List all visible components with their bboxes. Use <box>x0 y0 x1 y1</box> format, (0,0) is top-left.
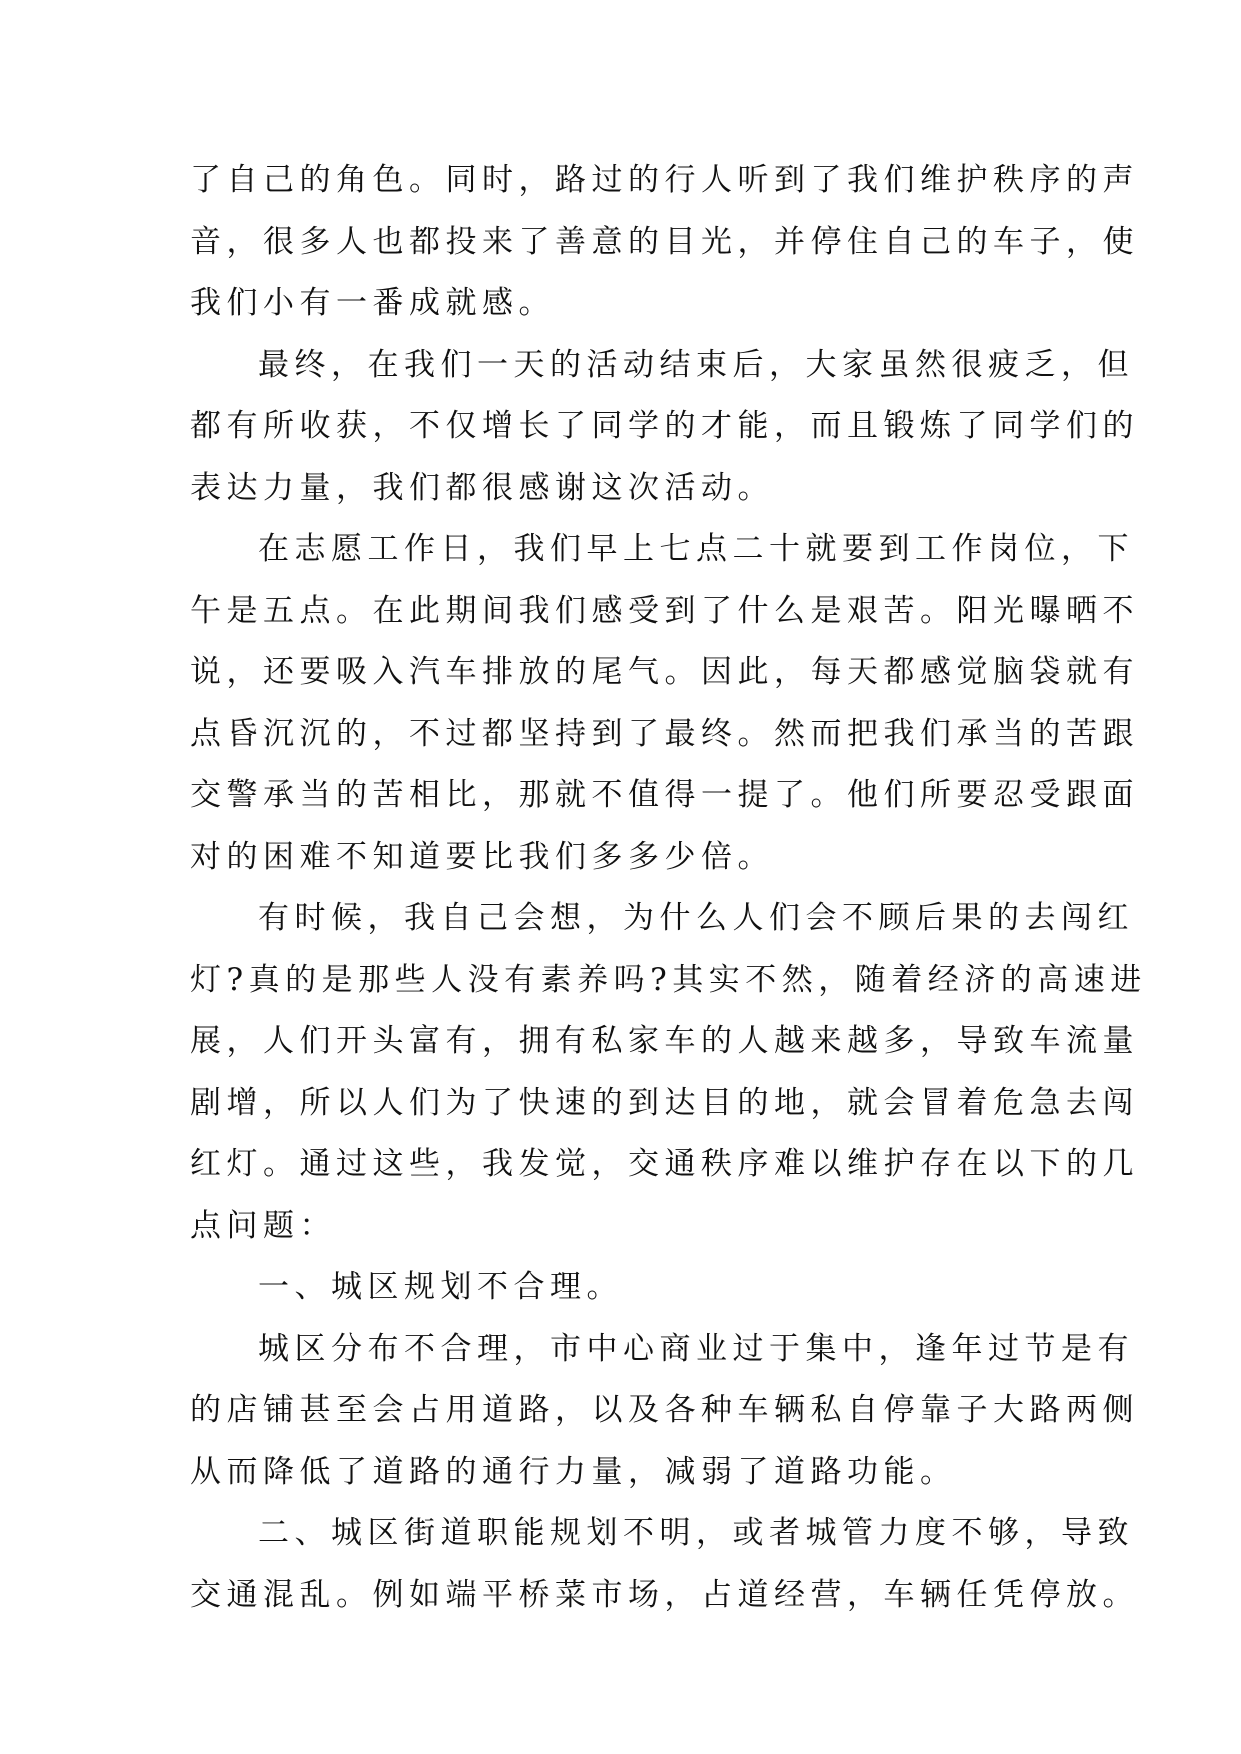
text-line: 说，还要吸入汽车排放的尾气。因此，每天都感觉脑袋就有 <box>190 654 1139 690</box>
text-line: 的店铺甚至会占用道路，以及各种车辆私自停靠子大路两侧 <box>190 1392 1139 1428</box>
text-line: 剧增，所以人们为了快速的到达目的地，就会冒着危急去闯 <box>190 1084 1139 1121</box>
document-body <box>190 150 1147 1626</box>
text-line: 从而降低了道路的通行力量，减弱了道路功能。 <box>190 1453 957 1490</box>
text-line: 交警承当的苦相比，那就不值得一提了。他们所要忍受跟面 <box>190 777 1139 813</box>
text-line: 对的困难不知道要比我们多多少倍。 <box>190 838 774 875</box>
paragraph <box>190 150 1139 335</box>
paragraph <box>190 335 1139 520</box>
paragraph <box>190 1319 1139 1504</box>
text-line: 展，人们开头富有，拥有私家车的人越来越多，导致车流量 <box>190 1023 1139 1059</box>
text-line: 有时候，我自己会想，为什么人们会不顾后果的去闯红 <box>258 900 1134 936</box>
text-line: 城区分布不合理，市中心商业过于集中，逢年过节是有 <box>258 1330 1134 1367</box>
text-line: 音，很多人也都投来了善意的目光，并停住自己的车子，使 <box>190 223 1139 260</box>
text-line: 交通混乱。例如端平桥菜市场，占道经营，车辆任凭停放。 <box>190 1576 1139 1613</box>
text-line: 二、城区街道职能规划不明，或者城管力度不够，导致 <box>258 1515 1134 1551</box>
section-heading: 一、城区规划不合理。 <box>258 1269 623 1305</box>
text-line: 表达力量，我们都很感谢这次活动。 <box>190 469 774 506</box>
paragraph <box>190 1257 1070 1319</box>
text-line: 在志愿工作日，我们早上七点二十就要到工作岗位，下 <box>258 531 1134 567</box>
text-line: 午是五点。在此期间我们感受到了什么是艰苦。阳光曝晒不 <box>190 592 1139 629</box>
text-line: 我们小有一番成就感。 <box>190 285 555 321</box>
text-line: 点昏沉沉的，不过都坚持到了最终。然而把我们承当的苦跟 <box>190 715 1139 752</box>
text-line: 都有所收获，不仅增长了同学的才能，而且锻炼了同学们的 <box>190 408 1139 444</box>
text-line: 点问题： <box>190 1207 336 1244</box>
paragraph <box>190 519 1139 888</box>
text-line: 最终，在我们一天的活动结束后，大家虽然很疲乏，但 <box>258 346 1134 383</box>
paragraph <box>190 888 1147 1257</box>
text-line: 了自己的角色。同时，路过的行人听到了我们维护秩序的声 <box>190 162 1139 198</box>
text-line: 灯?真的是那些人没有素养吗?其实不然，随着经济的高速进 <box>190 961 1147 998</box>
text-line: 红灯。通过这些，我发觉，交通秩序难以维护存在以下的几 <box>190 1146 1139 1182</box>
paragraph <box>190 1503 1139 1626</box>
